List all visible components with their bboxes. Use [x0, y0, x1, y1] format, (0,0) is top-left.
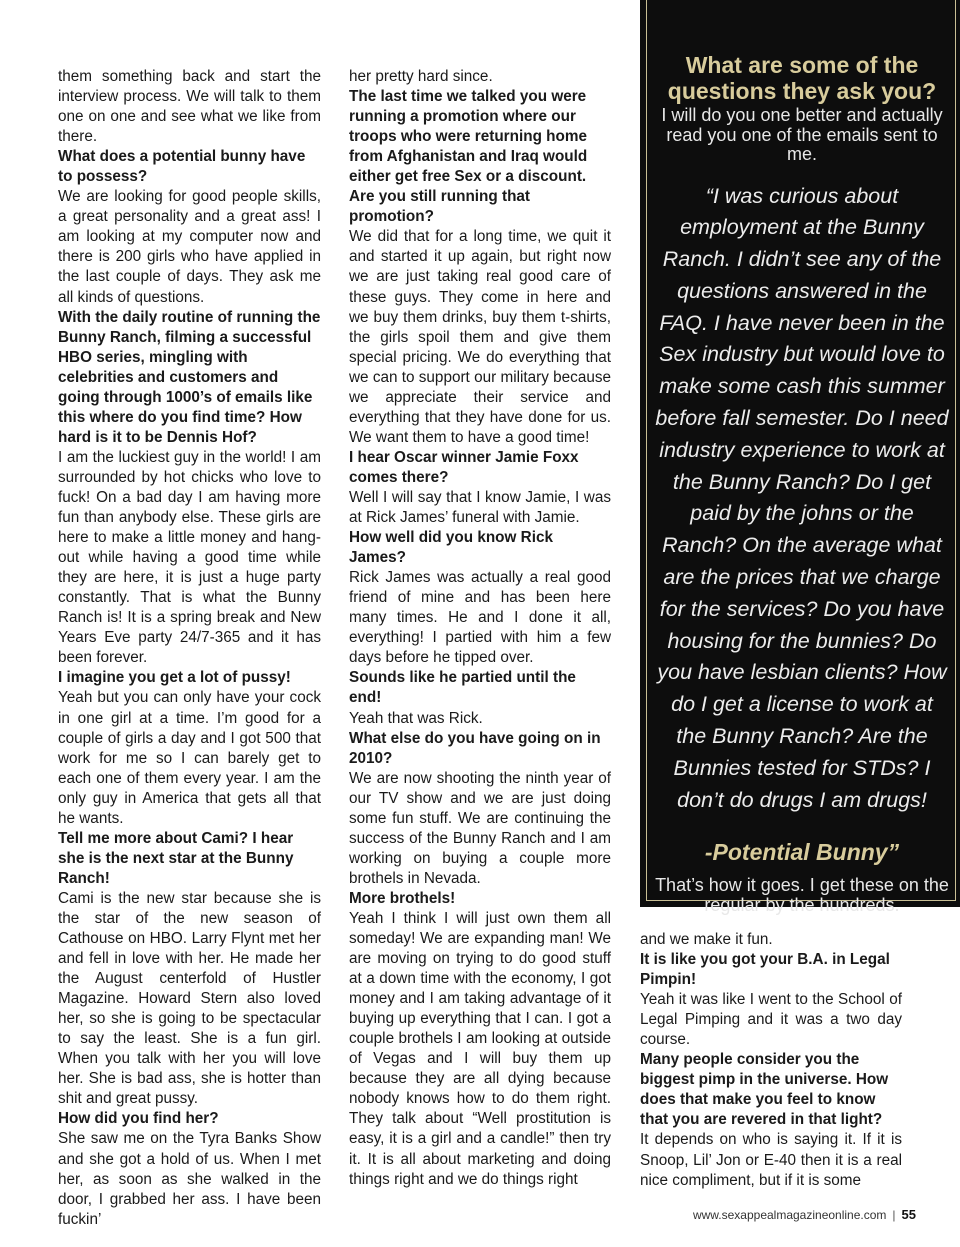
- interview-answer: We are now shooting the ninth year of our TV show and we are just doing some fun stuff. We are continuing the success of the Bunny Ranch and I am working on buying a couple more brothels in Nevada.: [349, 769, 611, 887]
- interview-answer: Yeah but you can only have your cock in one girl at a time. I’m good for a couple of girls a day and I got 500 that work for me so I can barely get to each one of them every year. I am the only guy in America that gets all that he wants.: [58, 689, 321, 827]
- interview-answer: She saw me on the Tyra Banks Show and she got a hold of us. When I met her, as soon as she walked in the door, I grabbed her ass. I have been fuckin’: [58, 1130, 321, 1228]
- interview-answer: Yeah I think I will just own them all someday! We are expanding man! We are moving on trying to do good stuff at a down time with the economy, I got money and I am taking advantage of it buying up everything that I can. I got a couple brothels I am looking at outside of Vegas and I will buy them up because they are all dying because nobody knows how to do them right. They talk about “Well prostitution is easy, it is a girl and a candle!” then try it. It is all about marketing and doing things right and we do things right: [349, 909, 611, 1188]
- interview-answer: Yeah it was like I went to the School of Legal Pimping and it was a two day course.: [640, 991, 902, 1049]
- interview-question: With the daily routine of running the Bunny Ranch, filming a successful HBO series, mingling with celebrities and customers and going through 1000’s of emails like this where do you find time? How hard is it to be Dennis Hof?: [58, 308, 321, 446]
- interview-question: What else do you have going on in 2010?: [349, 729, 601, 767]
- interview-answer: Cami is the new star because she is the star of the new season of Cathouse on HBO. Larry Flynt met her and fell in love with her. He made her the August centerfold of Hustler Magazine. Howard Stern also loved her, so she is going to be spectacular to say the least. She is a fun girl. When you talk with her you will love her. She is bad ass, she is hotter than shit and great pussy.: [58, 889, 321, 1108]
- sidebar-email-quote: “I was curious about employment at the Bunny Ranch. I didn’t see any of the questions answered in the FAQ. I have never been in the Sex industry but would love to make some cash this summer before fall semester. Do I need industry experience to work at the Bunny Ranch? Do I get paid by the johns or the Ranch? On the average what are the prices that we charge for the services? Do you have housing for the bunnies? Do you have lesbian clients? How do I get a license to work at the Bunny Ranch? Are the Bunnies tested for STDs? I don’t do drugs I am drugs!: [655, 183, 949, 812]
- interview-answer: We are looking for good people skills, a great personality and a great ass! I am looking at my computer now and there is 200 girls who have applied in the last couple of days. They ask me all kinds of questions.: [58, 188, 321, 306]
- interview-question: The last time we talked you were running a promotion where our troops who were returning home from Afghanistan and Iraq would either get free Sex or a discount. Are you still running that promotion?: [349, 88, 588, 226]
- interview-answer: them something back and start the interview process. We will talk to them one on one and see what we like from there.: [58, 68, 321, 146]
- footer-url[interactable]: www.sexappealmagazineonline.com: [692, 1208, 887, 1222]
- interview-question: I hear Oscar winner Jamie Foxx comes there?: [349, 448, 579, 486]
- sidebar-intro: I will do you one better and actually read you one of the emails sent to me.: [661, 105, 943, 164]
- interview-question: Tell me more about Cami? I hear she is the next star at the Bunny Ranch!: [58, 829, 294, 887]
- interview-answer: Well I will say that I know Jamie, I was at Rick James’ funeral with Jamie.: [349, 488, 611, 527]
- interview-question: It is like you got your B.A. in Legal Pimpin!: [640, 951, 890, 989]
- interview-question: How did you find her?: [58, 1110, 219, 1128]
- page-number: 55: [901, 1207, 916, 1222]
- interview-question: What does a potential bunny have to possess?: [58, 148, 306, 186]
- article-column-3: [640, 930, 902, 1191]
- interview-question: I imagine you get a lot of pussy!: [58, 669, 291, 687]
- interview-question: Sounds like he partied until the end!: [349, 669, 576, 707]
- interview-answer: I am the luckiest guy in the world! I am surrounded by hot chicks who love to fuck! On a bad day I am having more fun than anybody else. These girls are here to make a little money and hang-out while having a good time while they are here, it is just a huge party constantly. That is what the Bunny Ranch is! It is a spring break and New Years Eve party 24/7-365 and it has been forever.: [58, 448, 321, 667]
- footer-separator: |: [892, 1208, 896, 1222]
- interview-answer: Yeah that was Rick.: [349, 709, 483, 727]
- interview-answer: We did that for a long time, we quit it and started it up again, but right now we are just taking real good care of these guys. They come in here and we buy them drinks, buy them t-shirts, the girls spoil them and give them special pricing. We do everything that we can to support our military because we appreciate their service and everything that they have done for us. We want them to have a good time!: [349, 228, 611, 446]
- sidebar-signature: -Potential Bunny”: [704, 839, 900, 866]
- article-column-1: [58, 67, 321, 1230]
- sidebar-content: [654, 52, 950, 915]
- interview-question: More brothels!: [349, 889, 456, 907]
- interview-question: How well did you know Rick James?: [349, 529, 553, 567]
- interview-answer: Rick James was actually a real good friend of mine and has been here many times. He and I done it all, everything! I partied with him a few days before he tipped over.: [349, 569, 611, 667]
- sidebar-question: What are some of the questions they ask you?: [667, 52, 937, 104]
- sidebar-box: [640, 0, 960, 915]
- interview-answer: her pretty hard since.: [349, 68, 493, 85]
- interview-answer: and we make it fun.: [640, 931, 773, 948]
- sidebar-outro: That’s how it goes. I get these on the regular by the hundreds.: [655, 875, 949, 915]
- interview-question: Many people consider you the biggest pimp in the universe. How does that make you feel to know that you are revered in that light?: [640, 1051, 889, 1129]
- interview-answer: It depends on who is saying it. If it is Snoop, Lil’ Jon or E-40 then it is a real nice compliment, but if it is some: [640, 1131, 902, 1189]
- article-column-2: [349, 67, 611, 1190]
- page-footer: [693, 1207, 916, 1222]
